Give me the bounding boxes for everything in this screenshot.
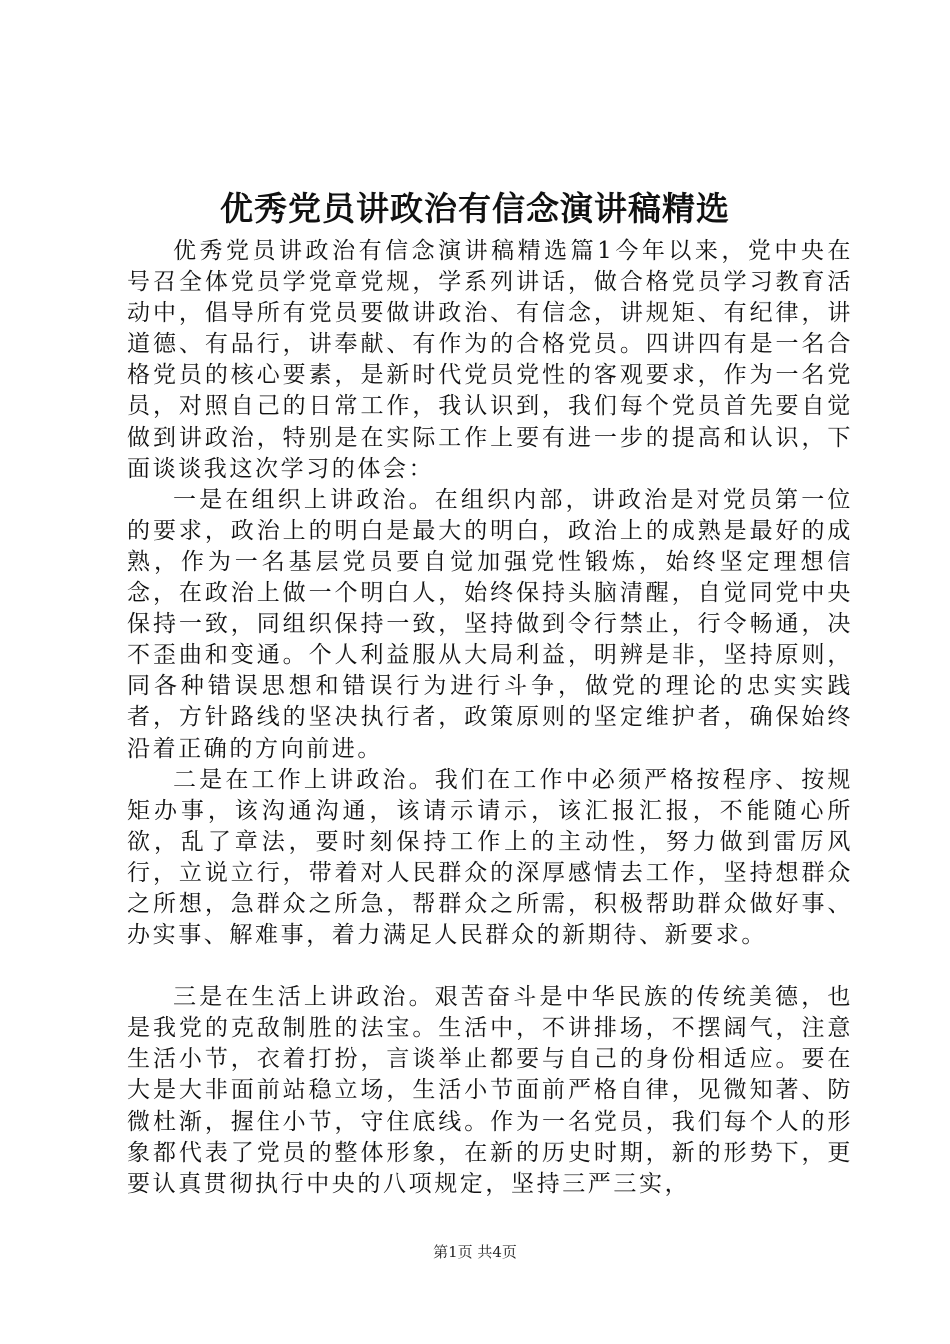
paragraph-work: 二是在工作上讲政治。我们在工作中必须严格按程序、按规矩办事，该沟通沟通，该请示请示，该汇报汇报，不能随心所欲，乱了章法，要时刻保持工作上的主动性，努力做到雷厉风行，立说立行，带着对人民群众的深厚感情去工作，坚持想群众之所想，急群众之所急，帮群众之所需，积极帮助群众做好事、办实事、解难事，着力满足人民群众的新期待、新要求。 [127,766,853,949]
paragraph-intro: 优秀党员讲政治有信念演讲稿精选篇1今年以来，党中央在号召全体党员学党章党规，学系列讲话，做合格党员学习教育活动中，倡导所有党员要做讲政治、有信念，讲规矩、有纪律，讲道德、有品行，讲奉献、有作为的合格党员。四讲四有是一名合格党员的核心要素，是新时代党员党性的客观要求，作为一名党员，对照自己的日常工作，我认识到，我们每个党员首先要自觉做到讲政治，特别是在实际工作上要有进一步的提高和认识，下面谈谈我这次学习的体会： [127,238,853,482]
page-number: 第1页 共4页 [433,1243,517,1261]
paragraph-organization: 一是在组织上讲政治。在组织内部，讲政治是对党员第一位的要求，政治上的明白是最大的明白，政治上的成熟是最好的成熟，作为一名基层党员要自觉加强党性锻炼，始终坚定理想信念，在政治上做一个明白人，始终保持头脑清醒，自觉同党中央保持一致，同组织保持一致，坚持做到令行禁止，行令畅通，决不歪曲和变通。个人利益服从大局利益，明辨是非，坚持原则，同各种错误思想和错误行为进行斗争，做党的理论的忠实实践者，方针路线的坚决执行者，政策原则的坚定维护者，确保始终沿着正确的方向前进。 [127,486,853,762]
document-title: 优秀党员讲政治有信念演讲稿精选 [220,189,730,228]
paragraph-life: 三是在生活上讲政治。艰苦奋斗是中华民族的传统美德，也是我党的克敌制胜的法宝。生活中，不讲排场，不摆阔气，注意生活小节，衣着打扮，言谈举止都要与自己的身份相适应。要在大是大非面前站稳立场，生活小节面前严格自律，见微知著、防微杜渐，握住小节，守住底线。作为一名党员，我们每个人的形象都代表了党员的整体形象，在新的历史时期，新的形势下，更要认真贯彻执行中央的八项规定，坚持三严三实， [127,984,853,1197]
document-body [127,236,853,1200]
